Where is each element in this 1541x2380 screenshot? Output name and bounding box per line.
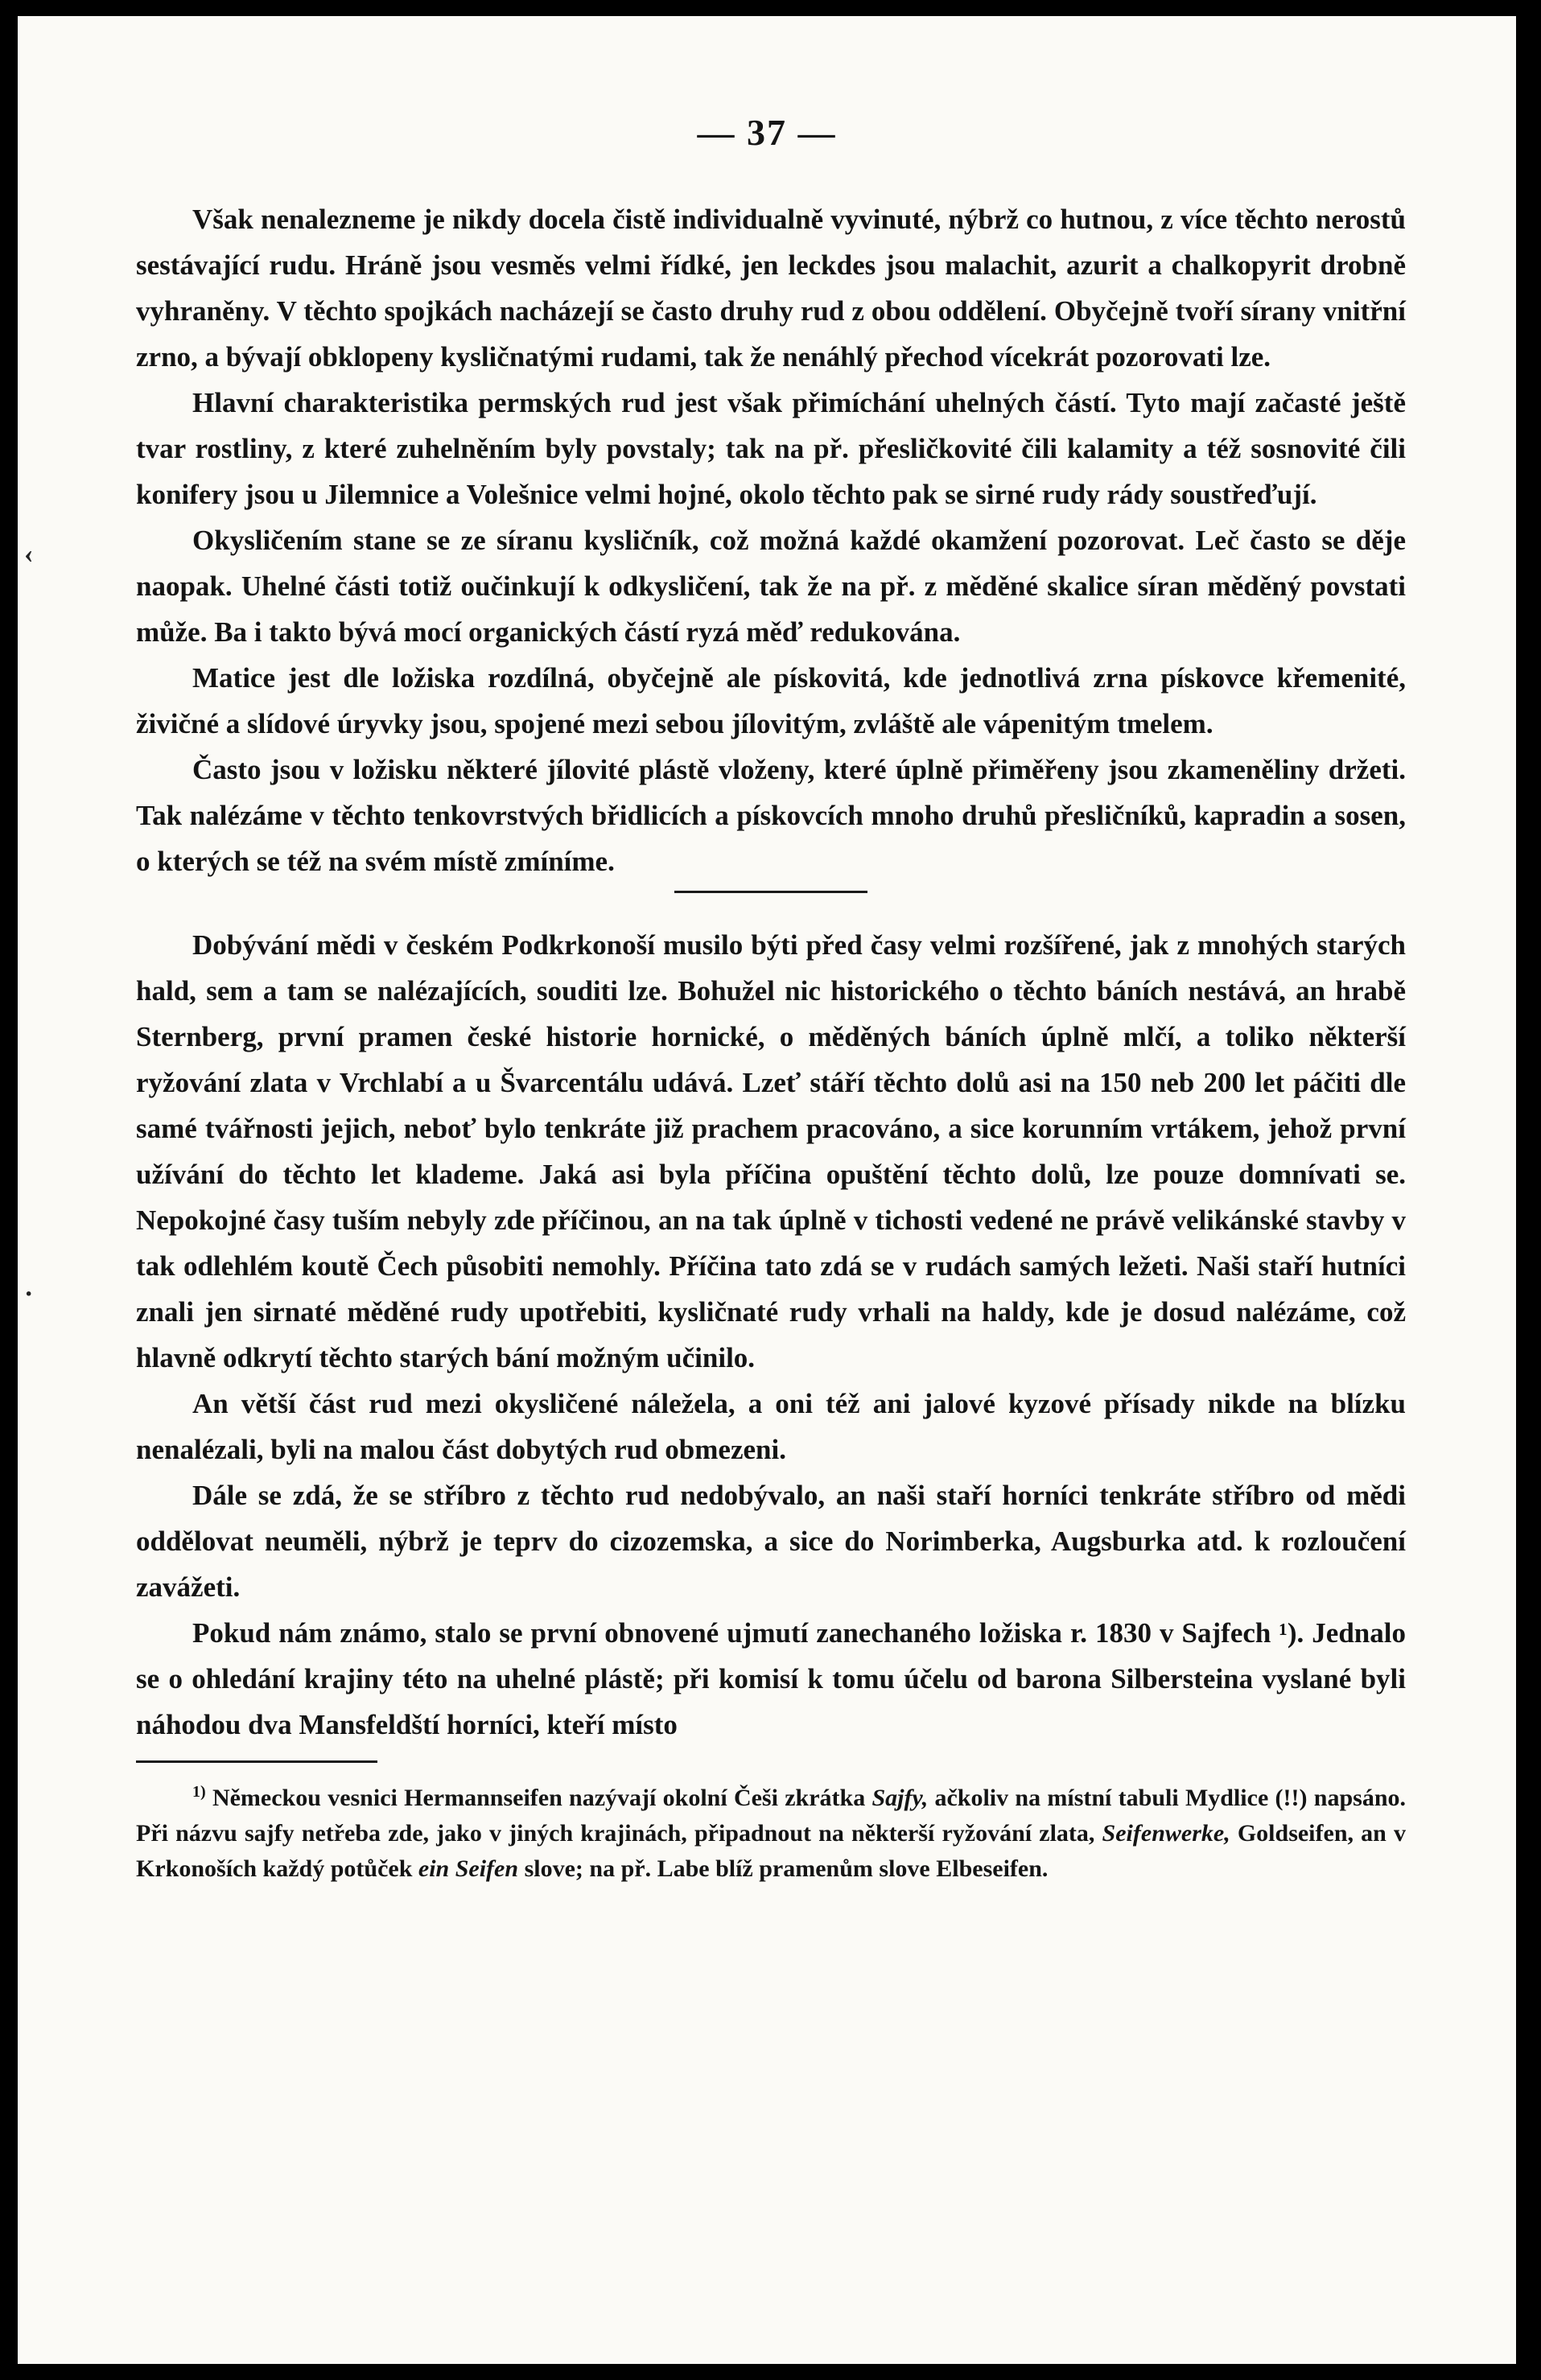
margin-mark: ·: [24, 1279, 34, 1309]
scanned-page: [18, 16, 1516, 2364]
margin-mark: ‹: [24, 539, 34, 569]
paragraph: Hlavní charakteristika permských rud jest však přimíchání uhelných částí. Tyto mají začasté ještě tvar rostliny, z které zuhelněním byly povstaly; tak na př. přesličkovité čili kalamity a též sosnovité čili konifery jsou u Jilemnice a Volešnice velmi hojné, okolo těchto pak se sirné rudy rády soustřeďují.: [136, 387, 1406, 510]
section-divider: [674, 891, 867, 893]
page-number: — 37 —: [697, 112, 837, 153]
footnote-text: Goldseifen, an v Krkonoších každý potůček: [136, 1820, 1406, 1882]
footnote-italic: Sajfy,: [871, 1785, 929, 1811]
footnote: [136, 1781, 1406, 1887]
footnote-text: Německou vesnici Hermannseifen nazývají okolní Češi zkrátka: [212, 1785, 872, 1811]
footnote-text: slove; na př. Labe blíž pramenům slove Elbeseifen.: [518, 1855, 1049, 1882]
paragraph: Pokud nám známo, stalo se první obnovené ujmutí zanechaného ložiska r. 1830 v Sajfech ¹). Jednalo se o ohledání krajiny této na uhelné plástě; při komisí k tomu účelu od barona Silbersteina vyslané byli náhodou dva Mansfeldští horníci, kteří místo: [136, 1617, 1406, 1740]
paragraph: Však nenalezneme je nikdy docela čistě individualně vyvinuté, nýbrž co hutnou, z více těchto nerostů sestávající rudu. Hráně jsou vesměs velmi řídké, jen leckdes jsou malachit, azurit a chalkopyrit drobně vyhraněny. V těchto spojkách nacházejí se často druhy rud z obou oddělení. Obyčejně tvoří sírany vnitřní zrno, a bývají obklopeny kysličnatými rudami, tak že nenáhlý přechod vícekrát pozorovati lze.: [136, 204, 1406, 373]
footnote-marker: 1): [192, 1783, 206, 1801]
footnote-text: ačkoliv na místní tabuli Mydlice (!!) napsáno. Při názvu sajfy netřeba zde, jako v jiných krajinách, připadnout na některší ryžování zlata,: [136, 1785, 1406, 1847]
paragraph: Okysličením stane se ze síranu kysličník, což možná každé okamžení pozorovat. Leč často se děje naopak. Uhelné části totiž oučinkují k odkysličení, tak že na př. z měděné skalice síran měděný povstati může. Ba i takto bývá mocí organických částí ryzá měď redukována.: [136, 525, 1406, 648]
paragraph: Matice jest dle ložiska rozdílná, obyčejně ale pískovitá, kde jednotlivá zrna pískovce křemenité, živičné a slídové úryvky jsou, spojené mezi sebou jílovitým, zvláště ale vápenitým tmelem.: [136, 662, 1406, 739]
footnote-italic: Seifenwerke,: [1102, 1820, 1230, 1847]
footnote-italic: ein Seifen: [418, 1855, 519, 1882]
paragraph: Často jsou v ložisku některé jílovité plástě vloženy, které úplně přiměřeny jsou zkameněliny držeti. Tak nalézáme v těchto tenkovrstvých břidlicích a pískovcích mnoho druhů přesličníků, kapradin a sosen, o kterých se též na svém místě zmíníme.: [136, 754, 1406, 877]
paragraph: Dále se zdá, že se stříbro z těchto rud nedobývalo, an naši staří horníci tenkráte stříbro od mědi oddělovat neuměli, nýbrž je teprv do cizozemska, a sice do Norimberka, Augsburka atd. k rozloučení zavážeti.: [136, 1480, 1406, 1603]
paragraph: Dobývání mědi v českém Podkrkonoší musilo býti před časy velmi rozšířené, jak z mnohých starých hald, sem a tam se nalézajících, souditi lze. Bohužel nic historického o těchto báních nestává, an hrabě Sternberg, první pramen české historie hornické, o měděných báních úplně mlčí, a toliko některší ryžování zlata v Vrchlabí a u Švarcentálu udává. Lzeť stáří těchto dolů asi na 150 neb 200 let páčiti dle samé tvářnosti jejich, neboť bylo tenkráte již prachem pracováno, a sice korunním vrtákem, jehož první užívání do těchto let klademe. Jaká asi byla příčina opuštění těchto dolů, lze pouze domnívati se. Nepokojné časy tuším nebyly zde příčinou, an na tak úplně v tichosti vedené ne právě velikánské stavby v tak odlehlém koutě Čech působiti nemohly. Příčina tato zdá se v rudách samých ležeti. Naši staří hutníci znali jen sirnaté měděné rudy upotřebiti, kysličnaté rudy vrhali na haldy, kde je dosud nalézáme, což hlavně odkrytí těchto starých bání možným učinilo.: [136, 929, 1406, 1373]
paragraph: An větší část rud mezi okysličené náležela, a oni též ani jalové kyzové přísady nikde na blízku nenalézali, byli na malou část dobytých rud obmezeni.: [136, 1388, 1406, 1465]
footnote-divider: [136, 1760, 377, 1763]
page-text: [136, 196, 1406, 1887]
